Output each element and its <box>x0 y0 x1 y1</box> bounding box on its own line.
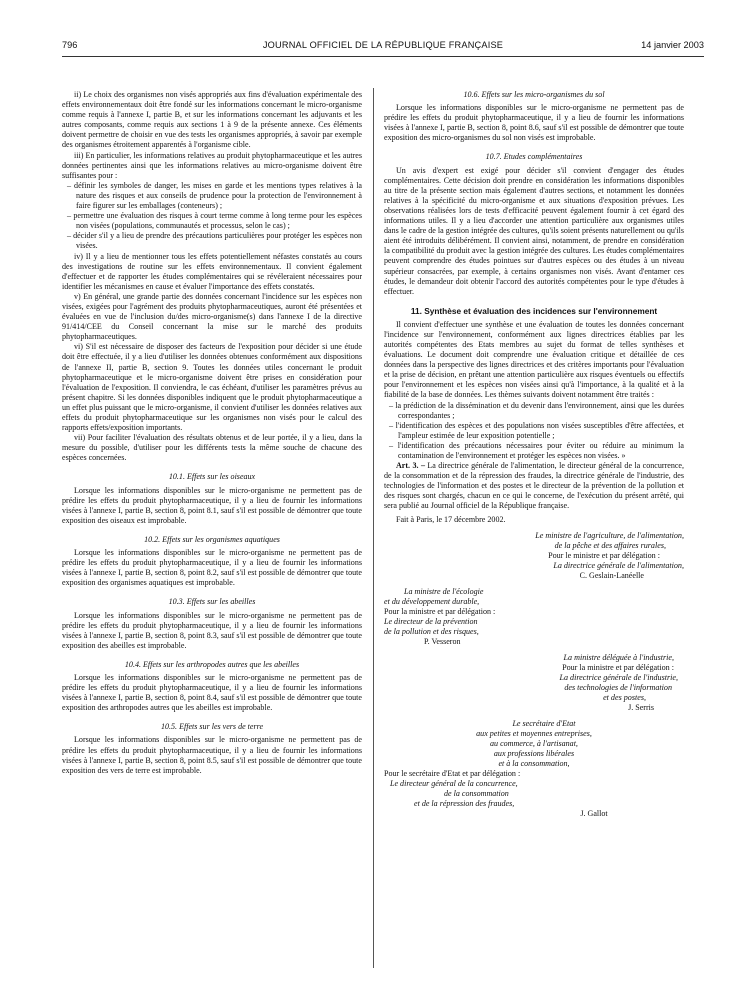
signatory-title: La ministre déléguée à l'industrie, <box>563 652 674 662</box>
signature-block-ecology <box>384 587 684 647</box>
signatory-title: Le directeur de la prévention <box>384 616 478 626</box>
section-heading: 10.2. Effets sur les organismes aquatiques <box>144 534 280 544</box>
section-heading: 10.3. Effets sur les abeilles <box>168 597 256 607</box>
left-column <box>62 90 362 970</box>
signatory-name: P. Vesseron <box>424 636 461 646</box>
signatory-name: J. Serris <box>628 702 654 712</box>
signatory-title: La directrice générale de l'alimentation, <box>553 560 684 570</box>
signature-block-agriculture <box>384 531 684 581</box>
right-column <box>384 90 684 970</box>
paragraph: vii) Pour faciliter l'évaluation des résultats obtenus et de leur portée, il y a lieu, dans la mesure du possible, d'utiliser pour les différents tests la même souche de chacune des espèces concernées. <box>62 433 362 463</box>
signatory-title: et de la répression des fraudes, <box>414 798 515 808</box>
paragraph: Il convient d'effectuer une synthèse et une évaluation de toutes les données concernant l'incidence sur l'environnement, conformément aux lignes directrices établies par les autorités compétentes des Etats membres au sujet du format de telles synthèses et évaluations. Le document doit comprendre une évaluation critique et détaillée de ces données dans la perspective des lignes directrices et des critères importants pour l'évaluation et la prise de décision, en prêtant une attention particulière aux risques éventuels ou effectifs pour l'environnement et les espèces non visées ainsi qu'à l'importance, à la qualité et à la fiabilité de la base de données. Les thèmes suivants doivent notamment être traités : <box>384 319 684 400</box>
page-number: 796 <box>62 40 78 50</box>
signatory-title: Le secrétaire d'Etat <box>512 718 576 728</box>
section-heading: 10.6. Effets sur les micro-organismes du sol <box>463 90 605 99</box>
signatory-name: C. Geslain-Lanéelle <box>579 570 644 580</box>
paragraph: Lorsque les informations disponibles sur le micro-organisme ne permettent pas de prédire les effets du produit phytopharmaceutique, il y a lieu de fournir les informations visées à l'annexe I, partie B, section 8, point 8.5, sauf s'il est possible de démontrer que toute exposition des vers de terre est improbable. <box>62 735 362 775</box>
signatory-title: de la pêche et des affaires rurales, <box>554 540 666 550</box>
signatory-title: aux petites et moyennes entreprises, <box>476 728 592 738</box>
section-heading-bold: 11. Synthèse et évaluation des incidences sur l'environnement <box>410 305 658 316</box>
signatory-title: et des postes, <box>603 692 646 702</box>
signatory-title: au commerce, à l'artisanat, <box>490 738 578 748</box>
signatory-title: La directrice générale de l'industrie, <box>559 672 678 682</box>
signatory-title: et à la consommation, <box>498 758 570 768</box>
paragraph: Lorsque les informations disponibles sur le micro-organisme ne permettent pas de prédire les effets du produit phytopharmaceutique, il y a lieu de fournir les informations visées à l'annexe I, partie B, section 8, point 8.3, sauf s'il est possible de démontrer que toute exposition des abeilles est improbable. <box>62 610 362 650</box>
article-paragraph <box>384 461 684 511</box>
paragraph: vi) S'il est nécessaire de disposer des facteurs de l'exposition pour décider si une étude doit être effectuée, il y a lieu d'utiliser les données obtenues conformément aux dispositions de l'annexe II, partie B, section 9. Toutes les données utiles concernant le produit phytopharmaceutique et le micro-organisme doivent être prises en considération pour l'évaluation de l'exposition. Il conviendra, le cas échéant, d'utiliser les paramètres prévus au présent chapitre. Si les données disponibles indiquent que le produit phytopharmaceutique a un effet plus puissant que le micro-organisme, il convient d'utiliser les données relatives aux effets du produit phytopharmaceutique sur les organismes non visés pour le calcul des rapports effets/exposition importants. <box>62 342 362 433</box>
section-heading: 10.7. Etudes complémentaires <box>485 152 583 162</box>
signatory-title: des technologies de l'information <box>564 682 672 692</box>
column-divider <box>373 88 374 968</box>
signing-place-date: Fait à Paris, le 17 décembre 2002. <box>396 514 506 524</box>
signatory-title: Le directeur général de la concurrence, <box>390 778 518 788</box>
paragraph: iv) Il y a lieu de mentionner tous les effets potentiellement néfastes constatés au cours des investigations de routine sur les effets environnementaux. Il convient également d'effectuer et de rapporter les études complémentaires qui se révéleraient nécessaires pour identifier les mécanismes en cause et évaluer l'importance des effets constatés. <box>62 251 362 291</box>
paragraph: iii) En particulier, les informations relatives au produit phytopharmaceutique et les autres données pertinentes ainsi que les informations relatives au micro-organisme doivent être suffisantes pour : <box>62 150 362 180</box>
signatory-title: et du développement durable, <box>384 596 480 606</box>
dash-item: – définir les symboles de danger, les mises en garde et les mentions types relatives à la nature des risques et aux conseils de prudence pour la protection de l'environnement à faire figurer sur les emballages (conteneurs) ; <box>67 180 362 211</box>
section-heading: 10.1. Effets sur les oiseaux <box>168 472 256 482</box>
dash-item: – décider s'il y a lieu de prendre des précautions particulières pour protéger les espèces non visées. <box>67 231 362 251</box>
page-header <box>62 40 704 54</box>
paragraph: Lorsque les informations disponibles sur le micro-organisme ne permettent pas de prédire les effets du produit phytopharmaceutique, il y a lieu de fournir les informations visées à l'annexe I, partie B, section 8, point 8.1, sauf s'il est possible de démontrer que toute exposition des oiseaux est improbable. <box>62 485 362 525</box>
header-rule <box>62 56 704 57</box>
signatory-title: La ministre de l'écologie <box>404 586 484 596</box>
delegation-line: Pour la ministre et par délégation : <box>384 606 496 616</box>
journal-title: JOURNAL OFFICIEL DE LA RÉPUBLIQUE FRANÇAISE <box>262 40 504 50</box>
signatory-title: de la consommation <box>444 788 509 798</box>
paragraph: Lorsque les informations disponibles sur le micro-organisme ne permettent pas de prédire les effets du produit phytopharmaceutique, il y a lieu de fournir les informations visées à l'annexe I, partie B, section 8, point 8.2, sauf s'il est possible de démontrer que toute exposition des organismes aquatiques est improbable. <box>62 548 362 588</box>
signature-block-industry <box>384 653 684 713</box>
dash-item: – l'identification des espèces et des populations non visées susceptibles d'être affectées, et l'ampleur estimée de leur exposition potentielle ; <box>389 420 684 440</box>
dash-item: – la prédiction de la dissémination et du devenir dans l'environnement, ainsi que les durées correspondantes ; <box>389 400 684 420</box>
signature-block-sme <box>384 719 684 819</box>
paragraph: Un avis d'expert est exigé pour décider s'il convient d'engager des études complémentaires. Cette décision doit prendre en considération les informations disponibles au titre de la présente section mais également d'autres sections, et notamment les données relatives à la spécificité du micro-organisme et aux situations d'exposition prévues. Les observations réalisées lors de tests d'efficacité peuvent également fournir à cet égard des informations utiles. Il y a lieu d'accorder une attention particulière aux organismes utiles dans le cadre de la gestion intégrée des cultures, qu'ils soient présents naturellement ou qu'ils aient été introduits délibérément. Il convient ainsi, notamment, de prendre en considération la compatibilité du produit avec la gestion intégrée des cultures. Les études complémentaires peuvent comprendre des études pointues sur d'autres espèces ou des études à un niveau supérieur consacrées, par exemple, à certains organismes non visés. Avant d'entamer ces études, le demandeur doit obtenir l'accord des autorités compétentes pour le type d'études à effectuer. <box>384 165 684 296</box>
delegation-line: Pour la ministre et par délégation : <box>562 662 674 672</box>
paragraph: ii) Le choix des organismes non visés appropriés aux fins d'évaluation expérimentale des effets environnementaux doit être fondé sur les informations concernant le micro-organisme comme requis à l'annexe I, partie B, et sur les informations concernant les adjuvants et les autres composants, comme requis aux sections 1 à 9 de la présente annexe. Ces éléments doivent permettre de choisir en vue des tests les organismes appropriés, à savoir par exemple des organismes étroitement apparentés à l'organisme cible. <box>62 90 362 150</box>
article-text: La directrice générale de l'alimentation, le directeur général de la concurrence, de la consommation et de la répression des fraudes, la directrice générale de l'industrie, des technologies de l'information et des postes et le directeur de la prévention de la pollution et des risques sont chargés, chacun en ce qui le concerne, de l'exécution du présent arrêté, qui sera publié au Journal officiel de la République française. <box>384 461 684 511</box>
signatory-title: aux professions libérales <box>493 748 575 758</box>
delegation-line: Pour le ministre et par délégation : <box>548 550 660 560</box>
dash-item: – permettre une évaluation des risques à court terme comme à long terme pour les espèces non visées (populations, communautés et processus, selon le cas) ; <box>67 211 362 231</box>
delegation-line: Pour le secrétaire d'Etat et par délégation : <box>384 768 521 778</box>
signatory-title: de la pollution et des risques, <box>384 626 479 636</box>
section-heading: 10.4. Effets sur les arthropodes autres que les abeilles <box>124 659 300 669</box>
article-label: Art. 3. – <box>396 461 425 471</box>
paragraph: Lorsque les informations disponibles sur le micro-organisme ne permettent pas de prédire les effets du produit phytopharmaceutique, il y a lieu de fournir les informations visées à l'annexe I, partie B, section 8, point 8.4, sauf s'il est possible de démontrer que toute exposition des arthropodes autres que les abeilles est improbable. <box>62 672 362 713</box>
issue-date: 14 janvier 2003 <box>641 40 704 50</box>
section-heading: 10.5. Effets sur les vers de terre <box>160 722 264 732</box>
paragraph: v) En général, une grande partie des données concernant l'incidence sur les espèces non visées, exigées pour l'agrément des produits phytopharmaceutiques, auront été présentées et évaluées en vue de l'inclusion du/des micro-organisme(s) dans l'annexe I de la directive 91/414/CEE du Conseil concernant la mise sur le marché des produits phytopharmaceutiques. <box>62 291 362 342</box>
signatory-title: Le ministre de l'agriculture, de l'alimentation, <box>535 530 684 540</box>
paragraph: Lorsque les informations disponibles sur le micro-organisme ne permettent pas de prédire les effets du produit phytopharmaceutique, il y a lieu de fournir les informations visées à l'annexe I, partie B, section 8, point 8.6, sauf s'il est possible de démontrer que toute exposition des micro-organismes du sol non visés est improbable. <box>384 103 684 143</box>
dash-item: – l'identification des précautions nécessaires pour éviter ou réduire au minimum la contamination de l'environnement et protéger les espèces non visées. » <box>389 440 684 460</box>
signatory-name: J. Gallot <box>580 808 608 818</box>
